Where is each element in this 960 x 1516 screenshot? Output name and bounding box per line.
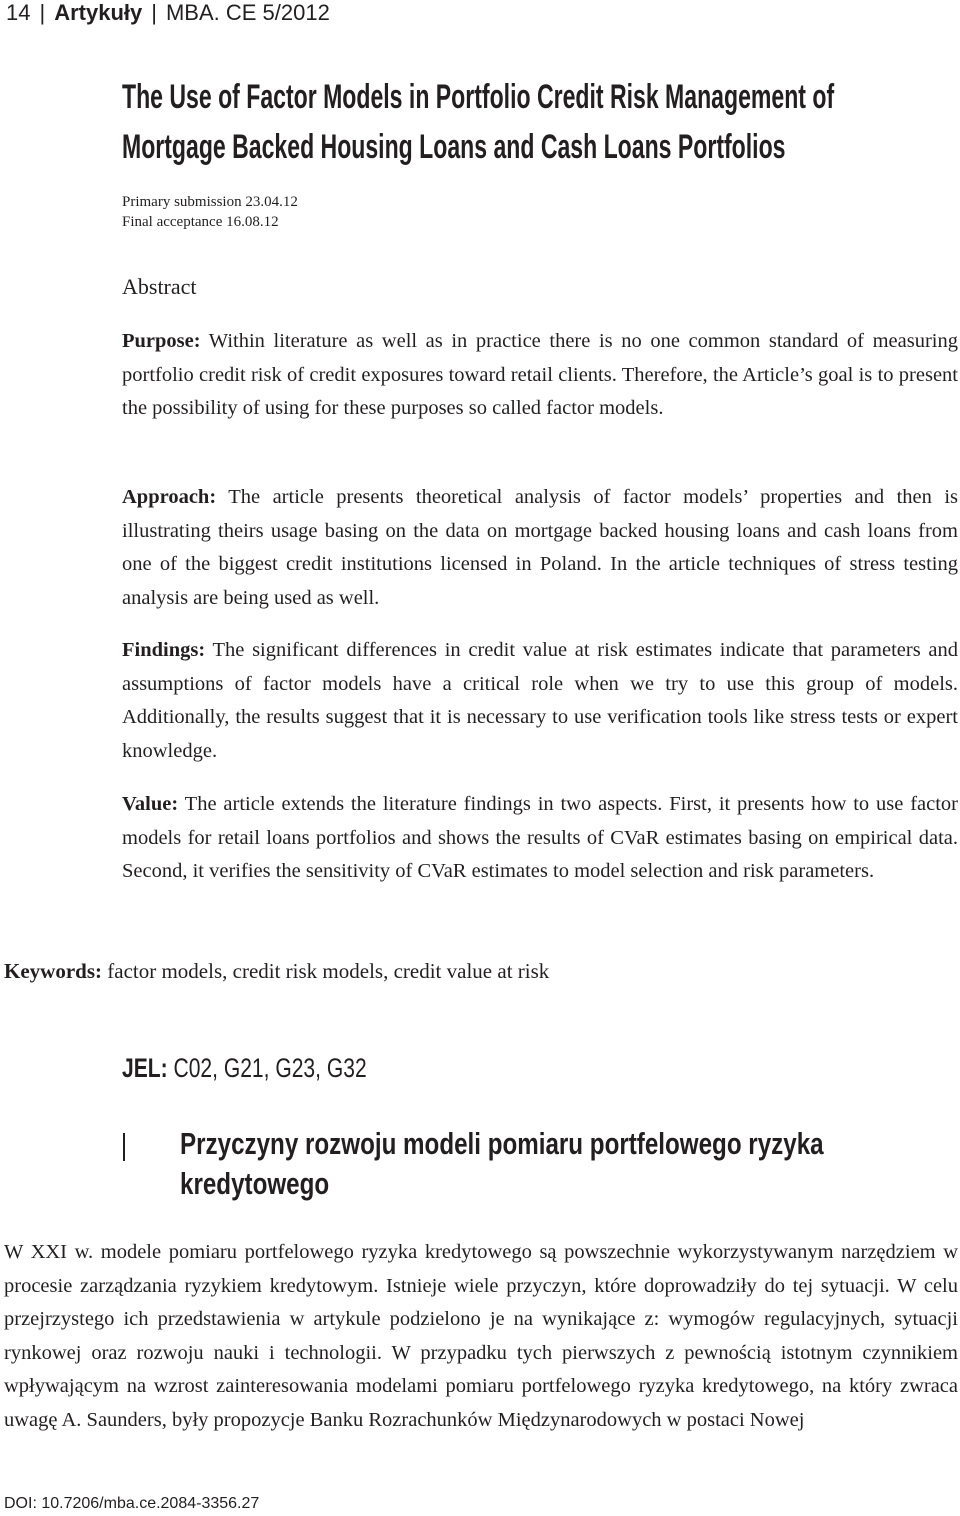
page-number: 14 xyxy=(6,0,31,25)
findings-text: The significant differences in credit value at risk estimates indicate that parameters and assumptions of factor models have a critical role when we try to use this group of models. Additionally, the results suggest that it is necessary to use verification tools like stress tests or expert knowledge. xyxy=(122,639,958,762)
approach-label: Approach: xyxy=(122,486,217,508)
jel-label: JEL: xyxy=(122,1053,168,1083)
submission-dates xyxy=(122,192,298,232)
article-title-line-2: Mortgage Backed Housing Loans and Cash Loans Portfolios xyxy=(122,128,786,166)
value-text: The article extends the literature findings in two aspects. First, it presents how to use factor models for retail loans portfolios and shows the results of CVaR estimates basing on empirical data. Second, it verifies the sensitivity of CVaR estimates to model selection and risk parameters. xyxy=(122,793,958,883)
abstract-findings xyxy=(122,634,958,768)
section-marker-rule xyxy=(123,1133,125,1161)
purpose-label: Purpose: xyxy=(122,330,201,352)
section-name: Artykuły xyxy=(54,0,143,25)
body-paragraph: W XXI w. modele pomiaru portfelowego ryzyka kredytowego są powszechnie wykorzystywanym narzędziem w procesie zarządzania ryzykiem kredytowym. Istnieje wiele przyczyn, które doprowadziły do tej sytuacji. W celu przejrzystego ich przedstawienia w artykule podzielono je na wynikające z: wymogów regulacyjnych, sytuacji rynkowej oraz rozwoju nauki i technologii. W przypadku tych pierwszych z pewnością istotnym czynnikiem wpływającym na wzrost zainteresowania modelami pomiaru portfelowego ryzyka kredytowego, na który zwraca uwagę A. Saunders, były propozycje Banku Rozrachunków Międzynarodowych w postaci Nowej xyxy=(4,1241,958,1431)
final-acceptance: Final acceptance 16.08.12 xyxy=(122,214,279,230)
abstract-value xyxy=(122,788,958,889)
purpose-text: Within literature as well as in practice there is no one common standard of measuring portfolio credit risk of credit exposures toward retail clients. Therefore, the Article’s goal is to present the possibility of using for these purposes so called factor models. xyxy=(122,330,958,420)
keywords xyxy=(4,955,549,987)
article-title xyxy=(122,72,936,172)
abstract-purpose xyxy=(122,325,958,426)
abstract-approach xyxy=(122,481,958,615)
findings-label: Findings: xyxy=(122,639,206,661)
running-header xyxy=(6,0,330,26)
doi-footer: DOI: 10.7206/mba.ce.2084-3356.27 xyxy=(4,1495,260,1512)
approach-text: The article presents theoretical analysis of factor models’ properties and then is illustrating theirs usage basing on the data on mortgage backed housing loans and cash loans from one of the biggest credit institutions licensed in Poland. In the article techniques of stress testing analysis are being used as well. xyxy=(122,486,958,609)
header-separator: | xyxy=(39,0,46,25)
value-label: Value: xyxy=(122,793,179,815)
jel-codes xyxy=(122,1049,367,1087)
jel-code-list: C02, G21, G23, G32 xyxy=(167,1053,367,1083)
keywords-text: factor models, credit risk models, credit value at risk xyxy=(102,959,550,983)
journal-issue: MBA. CE 5/2012 xyxy=(165,0,330,25)
header-separator: | xyxy=(151,0,157,25)
primary-submission: Primary submission 23.04.12 xyxy=(122,194,298,210)
article-title-line-1: The Use of Factor Models in Portfolio Credit Risk Management of xyxy=(122,78,835,116)
section-heading: Przyczyny rozwoju modeli pomiaru portfelowego ryzyka kredytowego xyxy=(180,1126,824,1201)
abstract-heading: Abstract xyxy=(122,274,197,299)
keywords-label: Keywords: xyxy=(4,959,102,983)
